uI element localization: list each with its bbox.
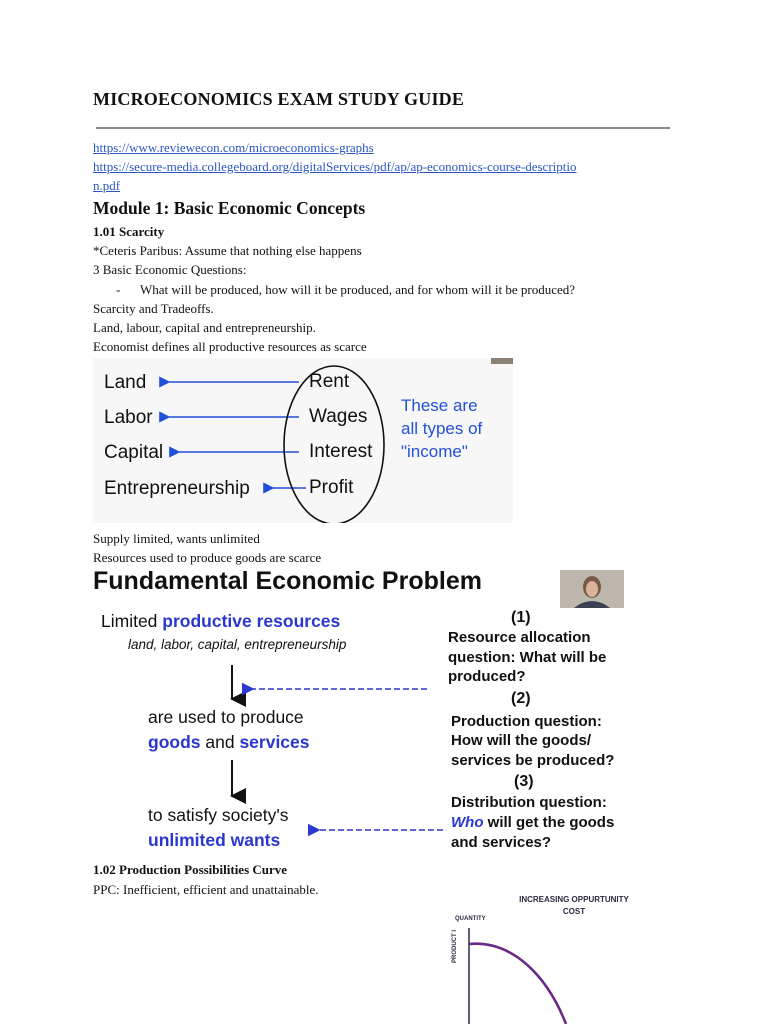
section-heading-ppc: 1.02 Production Possibilities Curve [93, 862, 288, 877]
factor-land: Land [104, 372, 147, 393]
question-3-line-2: Who will get the goods [451, 814, 615, 831]
bullet-three-questions: What will be produced, how will it be produced, and for whom will it be produced? [140, 282, 576, 297]
link-collegeboard[interactable]: https://secure-media.collegeboard.org/digitalServices/pdf/ap/ap-economics-course-descriptio [93, 159, 577, 174]
goods-services-line: goods and services [148, 732, 310, 752]
module-heading: Module 1: Basic Economic Concepts [93, 198, 366, 218]
factor-entrepreneurship: Entrepreneurship [104, 478, 250, 499]
income-ellipse [284, 366, 384, 523]
resources-examples: land, labor, capital, entrepreneurship [128, 637, 347, 652]
question-2-line-2: How will the goods/ [451, 732, 591, 749]
question-3-line-1: Distribution question: [451, 794, 607, 811]
problem-arrows-svg [93, 565, 628, 855]
text-resources-goods-scarce: Resources used to produce goods are scarce [93, 550, 322, 565]
text-factors-list: Land, labour, capital and entrepreneurship. [93, 320, 316, 335]
text-supply-wants: Supply limited, wants unlimited [93, 531, 260, 546]
income-profit: Profit [309, 477, 354, 498]
ppc-title: INCREASING OPPURTUNITY COST [519, 895, 629, 916]
text-resources-scarce: Economist defines all productive resources as scarce [93, 339, 367, 354]
satisfy-society-line: to satisfy society's [148, 805, 289, 825]
income-note: These are all types of "income" [401, 396, 483, 461]
limited-resources-line: Limited productive resources [101, 611, 341, 631]
income-interest: Interest [309, 441, 373, 462]
text-ppc-types: PPC: Inefficient, efficient and unattainable. [93, 882, 319, 897]
ppc-curve [469, 944, 566, 1024]
question-2-line-1: Production question: [451, 713, 602, 730]
problem-title: Fundamental Economic Problem [93, 567, 482, 595]
factors-income-figure [93, 358, 513, 523]
used-to-produce-line: are used to produce [148, 707, 304, 727]
question-1-line-2: question: What will be [448, 649, 607, 666]
question-1-line-1: Resource allocation [448, 629, 591, 646]
text-ceteris-paribus: *Ceteris Paribus: Assume that nothing else happens [93, 243, 362, 258]
ppc-y-label: QUANTITY [455, 916, 486, 922]
link-reviewecon[interactable]: https://www.reviewecon.com/microeconomics-graphs [93, 140, 374, 155]
section-heading-scarcity: 1.01 Scarcity [93, 224, 165, 239]
unlimited-wants-line: unlimited wants [148, 830, 281, 850]
factor-capital: Capital [104, 442, 164, 463]
text-basic-questions: 3 Basic Economic Questions: [93, 262, 247, 277]
bullet-dash: - [116, 282, 121, 297]
question-2-line-3: services be produced? [451, 752, 615, 769]
income-wages: Wages [309, 406, 368, 427]
title-divider [96, 127, 670, 129]
question-number-2: (2) [511, 690, 531, 707]
link-collegeboard-continued[interactable]: n.pdf [93, 178, 121, 193]
income-rent: Rent [309, 371, 350, 392]
question-number-3: (3) [514, 773, 534, 790]
text-scarcity-tradeoffs: Scarcity and Tradeoffs. [93, 301, 214, 316]
ppc-product-label: PRODUCT I [452, 930, 458, 963]
document-title: MICROECONOMICS EXAM STUDY GUIDE [93, 89, 465, 109]
ppc-curve-svg [396, 888, 718, 1024]
question-number-1: (1) [511, 609, 531, 626]
ppc-figure [396, 888, 718, 1024]
question-3-line-3: and services? [451, 834, 552, 851]
factor-labor: Labor [104, 407, 153, 428]
question-1-line-3: produced? [448, 668, 526, 685]
fundamental-problem-figure [93, 565, 628, 855]
